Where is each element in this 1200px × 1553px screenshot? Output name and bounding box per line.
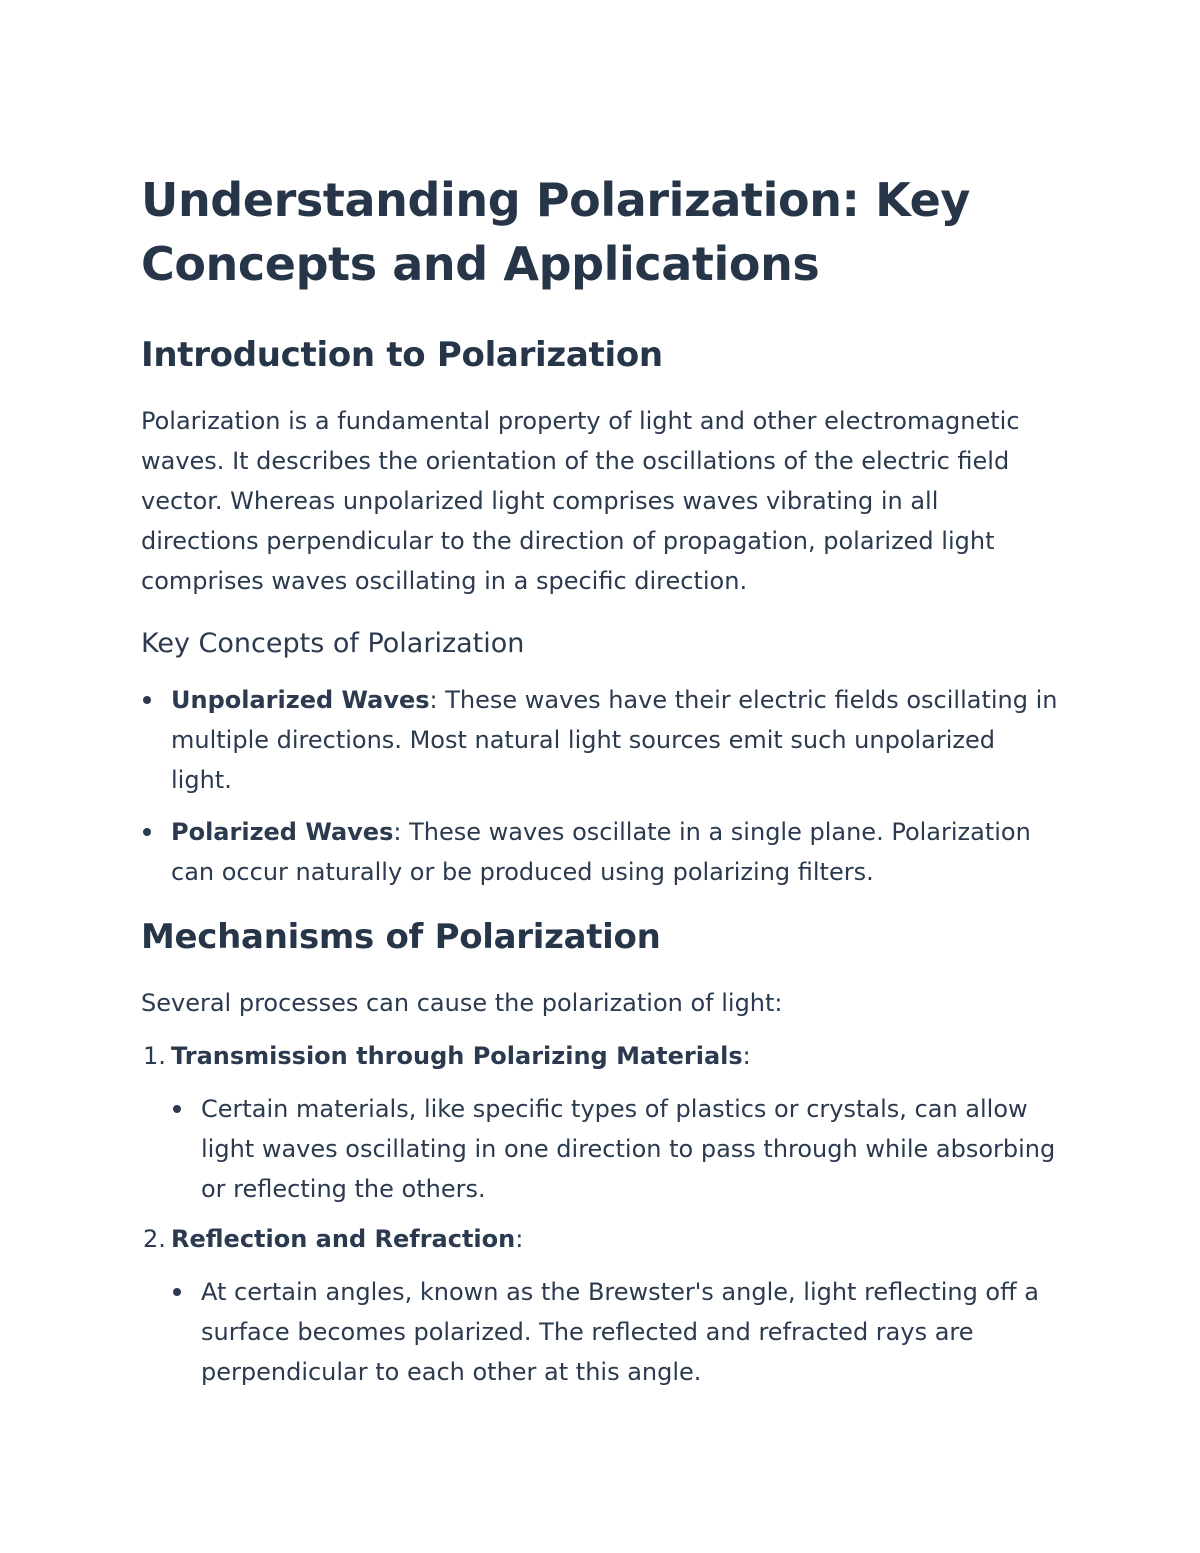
mechanisms-lead: Several processes can cause the polarization of light: — [141, 989, 783, 1017]
term-description: : These waves have their electric fields oscillating in multiple directions. Most natural light sources emit such unpolarized light. — [171, 686, 1058, 794]
list-number: 2. — [143, 1225, 166, 1253]
document-title: Understanding Polarization: Key Concepts and Applications — [141, 173, 970, 291]
list-item — [141, 1219, 1061, 1392]
sub-list — [171, 1272, 1061, 1392]
list-item — [141, 812, 1061, 892]
sub-list-item — [171, 1089, 1061, 1209]
bullet-icon — [143, 828, 151, 836]
detail-text: At certain angles, known as the Brewster's angle, light reflecting off a surface becomes polarized. The reflected and refracted rays are perpendicular to each other at this angle. — [201, 1278, 1039, 1386]
term-description: : These waves oscillate in a single plane. Polarization can occur naturally or be produced using polarizing filters. — [171, 818, 1031, 886]
mechanisms-list — [141, 1036, 1061, 1392]
mechanisms-heading: Mechanisms of Polarization — [141, 917, 661, 957]
sub-list — [171, 1089, 1061, 1209]
list-item — [141, 680, 1061, 800]
term-suffix: : — [742, 1042, 751, 1070]
term: Unpolarized Waves — [171, 686, 430, 714]
key-concepts-list — [141, 680, 1061, 892]
term: Reflection and Refraction — [171, 1225, 516, 1253]
list-item — [141, 1036, 1061, 1209]
document-page — [141, 168, 1061, 1402]
bullet-icon — [173, 1105, 181, 1113]
intro-heading: Introduction to Polarization — [141, 335, 663, 375]
term: Transmission through Polarizing Materials — [171, 1042, 743, 1070]
term-suffix: : — [515, 1225, 524, 1253]
key-concepts-heading: Key Concepts of Polarization — [141, 628, 525, 659]
term: Polarized Waves — [171, 818, 394, 846]
list-number: 1. — [143, 1042, 166, 1070]
bullet-icon — [143, 696, 151, 704]
bullet-icon — [173, 1288, 181, 1296]
sub-list-item — [171, 1272, 1061, 1392]
intro-paragraph: Polarization is a fundamental property of light and other electromagnetic waves. It describes the orientation of the oscillations of the electric field vector. Whereas unpolarized light comprises waves vibrating in all directions perpendicular to the direction of propagation, polarized light comprises waves oscillating in a specific direction. — [141, 407, 1020, 595]
detail-text: Certain materials, like specific types of plastics or crystals, can allow light waves oscillating in one direction to pass through while absorbing or reflecting the others. — [201, 1095, 1056, 1203]
